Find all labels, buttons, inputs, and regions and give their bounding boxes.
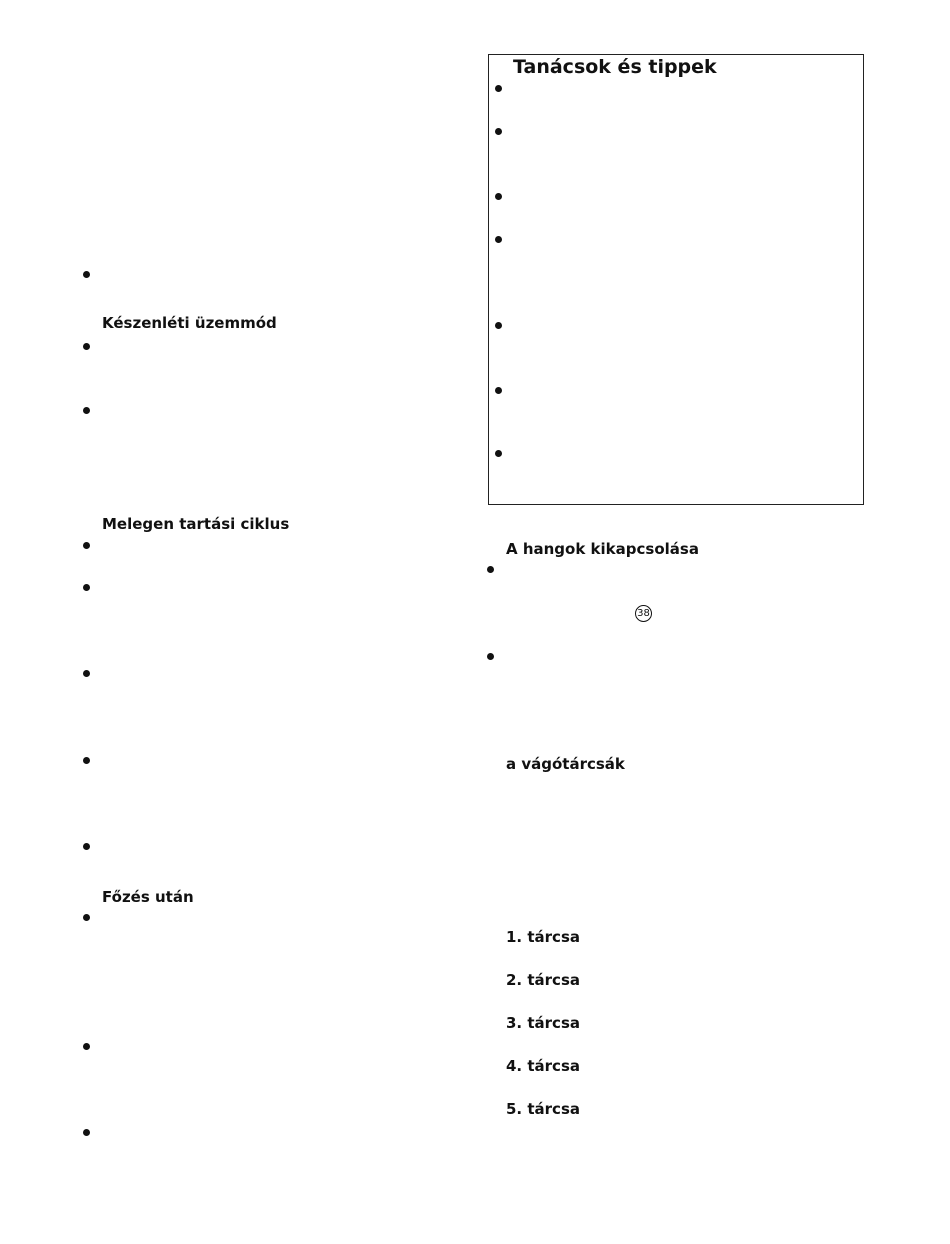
bullet xyxy=(495,236,502,243)
bullet xyxy=(83,914,90,921)
bullet xyxy=(83,271,90,278)
disc-label: 1. tárcsa xyxy=(506,928,580,946)
circled-number-badge: 38 xyxy=(635,605,652,622)
bullet xyxy=(83,670,90,677)
bullet xyxy=(83,757,90,764)
bullet xyxy=(495,387,502,394)
heading-sound-off: A hangok kikapcsolása xyxy=(506,540,699,558)
bullet xyxy=(495,85,502,92)
bullet xyxy=(495,193,502,200)
bullet xyxy=(495,322,502,329)
bullet xyxy=(83,1043,90,1050)
bullet xyxy=(83,343,90,350)
heading-standby-mode: Készenléti üzemmód xyxy=(102,314,277,332)
bullet xyxy=(83,407,90,414)
heading-after-cooking: Főzés után xyxy=(102,888,194,906)
bullet xyxy=(83,1129,90,1136)
disc-label: 3. tárcsa xyxy=(506,1014,580,1032)
disc-label: 4. tárcsa xyxy=(506,1057,580,1075)
bullet xyxy=(83,542,90,549)
bullet xyxy=(487,566,494,573)
tips-box-title: Tanácsok és tippek xyxy=(513,56,717,78)
bullet xyxy=(495,450,502,457)
disc-label: 2. tárcsa xyxy=(506,971,580,989)
tips-box xyxy=(488,54,864,505)
bullet xyxy=(83,584,90,591)
heading-keep-warm-cycle: Melegen tartási ciklus xyxy=(102,515,290,533)
bullet xyxy=(83,843,90,850)
bullet xyxy=(495,128,502,135)
bullet xyxy=(487,653,494,660)
disc-label: 5. tárcsa xyxy=(506,1100,580,1118)
heading-cutting-discs: a vágótárcsák xyxy=(506,755,625,773)
